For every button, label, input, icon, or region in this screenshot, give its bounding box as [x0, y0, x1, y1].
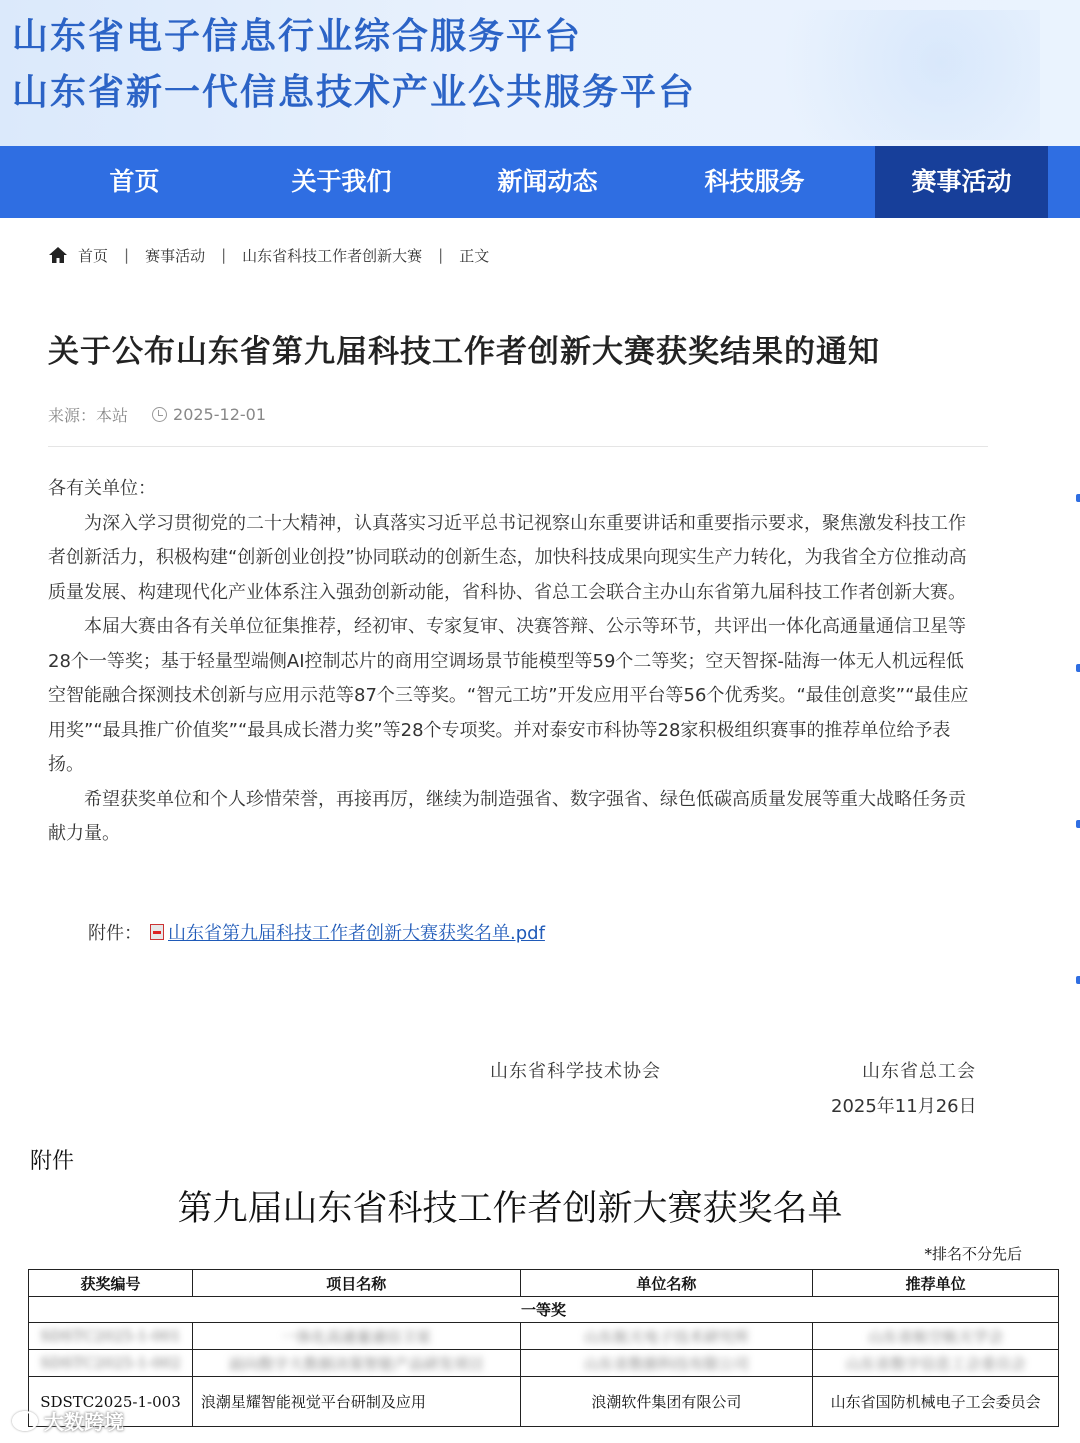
watermark-text: 大数跨境	[44, 1410, 124, 1434]
side-indicator[interactable]	[1076, 494, 1080, 502]
nav-item-about[interactable]: 关于我们	[291, 167, 392, 196]
breadcrumb-current: 正文	[459, 246, 490, 265]
sign-date: 2025年11月26日	[831, 1096, 977, 1117]
award-table	[28, 1269, 1059, 1427]
meta-divider	[48, 446, 988, 447]
article-meta	[48, 403, 266, 426]
award-id: SDSTC2025-1-001	[40, 1327, 181, 1345]
grade-label: 一等奖	[29, 1297, 1059, 1323]
breadcrumb-home[interactable]: 首页	[78, 246, 109, 265]
breadcrumb	[48, 240, 489, 270]
award-list-title: 第九届山东省科技工作者创新大赛获奖名单	[177, 1189, 843, 1229]
award-id: SDSTC2025-1-003	[29, 1377, 193, 1427]
article-paragraph: 希望获奖单位和个人珍惜荣誉，再接再厉，继续为制造强省、数字强省、绿色低碳高质量发展等重大战略任务贡献力量。	[48, 788, 966, 844]
table-row	[29, 1377, 1059, 1427]
attachment	[88, 919, 545, 945]
grade-row	[29, 1297, 1059, 1323]
column-header: 项目名称	[192, 1270, 520, 1297]
unit-name: 山东省数据科技有限公司	[583, 1354, 749, 1373]
breadcrumb-separator: |	[124, 246, 130, 264]
unit-name: 山东航天电子技术研究所	[583, 1327, 749, 1346]
attachment-link[interactable]: 山东省第九届科技工作者创新大赛获奖名单.pdf	[168, 923, 545, 944]
clock-icon	[152, 407, 167, 422]
nav-item-home[interactable]: 首页	[109, 167, 160, 196]
article-title: 关于公布山东省第九届科技工作者创新大赛获奖结果的通知	[48, 334, 880, 370]
unit-name: 浪潮软件集团有限公司	[520, 1377, 813, 1427]
nav-item-tech-services[interactable]: 科技服务	[704, 167, 805, 196]
table-row	[29, 1323, 1059, 1350]
article-paragraph: 为深入学习贯彻党的二十大精神，认真落实习近平总书记视察山东重要讲话和重要指示要求，聚焦激发科技工作者创新活力，积极构建“创新创业创投”协同联动的创新生态，加快科技成果向现实生产力转化，为我省全方位推动高质量发展、构建现代化产业体系注入强劲创新动能，省科协、省总工会联合主办山东省第九届科技工作者创新大赛。	[48, 512, 967, 603]
attachment-label: 附件：	[88, 923, 142, 944]
signer-sast: 山东省科学技术协会	[490, 1061, 661, 1082]
column-header: 单位名称	[520, 1270, 813, 1297]
table-row	[29, 1350, 1059, 1377]
table-header-row	[29, 1270, 1059, 1297]
attachment-heading: 附件	[30, 1149, 75, 1174]
breadcrumb-separator: |	[221, 246, 227, 264]
recommender: 山东省国防机械电子工会委员会	[813, 1377, 1059, 1427]
column-header: 推荐单位	[813, 1270, 1059, 1297]
project-name: 面向数字大数据决策智能产品研发项目	[228, 1354, 484, 1373]
recommender: 山东省数字信息工会委员会	[845, 1354, 1026, 1373]
breadcrumb-events[interactable]: 赛事活动	[145, 246, 206, 265]
site-banner	[0, 0, 1080, 146]
watermark	[12, 1406, 124, 1435]
side-indicator[interactable]	[1076, 976, 1080, 984]
signer-federation: 山东省总工会	[862, 1061, 976, 1082]
pdf-icon	[150, 924, 164, 940]
project-name: 浪潮星耀智能视觉平台研制及应用	[192, 1377, 520, 1427]
watermark-logo-icon	[12, 1411, 38, 1431]
side-indicator[interactable]	[1076, 664, 1080, 672]
home-icon	[48, 245, 68, 265]
article-salutation: 各有关单位：	[48, 478, 156, 499]
award-id: SDSTC2025-1-002	[40, 1354, 181, 1372]
breadcrumb-contest[interactable]: 山东省科技工作者创新大赛	[242, 246, 423, 265]
recommender: 山东省航空航天学会	[868, 1327, 1004, 1346]
article-date: 2025-12-01	[173, 405, 266, 424]
banner-decoration	[710, 10, 1040, 140]
order-note: *排名不分先后	[924, 1245, 1022, 1263]
article-paragraph: 本届大赛由各有关单位征集推荐，经初审、专家复审、决赛答辩、公示等环节，共评出一体化高通量通信卫星等28个一等奖；基于轻量型端侧AI控制芯片的商用空调场景节能模型等59个二等奖；空天智探-陆海一体无人机远程低空智能融合探测技术创新与应用示范等87个三等奖。“智元工坊”开发应用平台等56个优秀奖。“最佳创意奖”“最佳应用奖”“最具推广价值奖”“最具成长潜力奖”等28个专项奖。并对泰安市科协等28家积极组织赛事的推荐单位给予表扬。	[48, 616, 969, 775]
column-header: 获奖编号	[29, 1270, 193, 1297]
project-name: 一体化高通量通信卫星	[281, 1327, 432, 1346]
article-source: 来源：本站	[48, 406, 129, 425]
main-nav	[0, 146, 1080, 218]
site-title-primary: 山东省电子信息行业综合服务平台	[12, 16, 583, 57]
nav-item-news[interactable]: 新闻动态	[497, 167, 598, 196]
nav-item-events[interactable]: 赛事活动	[875, 146, 1048, 218]
article-body	[48, 472, 978, 852]
site-title-secondary: 山东省新一代信息技术产业公共服务平台	[12, 72, 697, 113]
side-indicator[interactable]	[1076, 820, 1080, 828]
breadcrumb-separator: |	[438, 246, 444, 264]
